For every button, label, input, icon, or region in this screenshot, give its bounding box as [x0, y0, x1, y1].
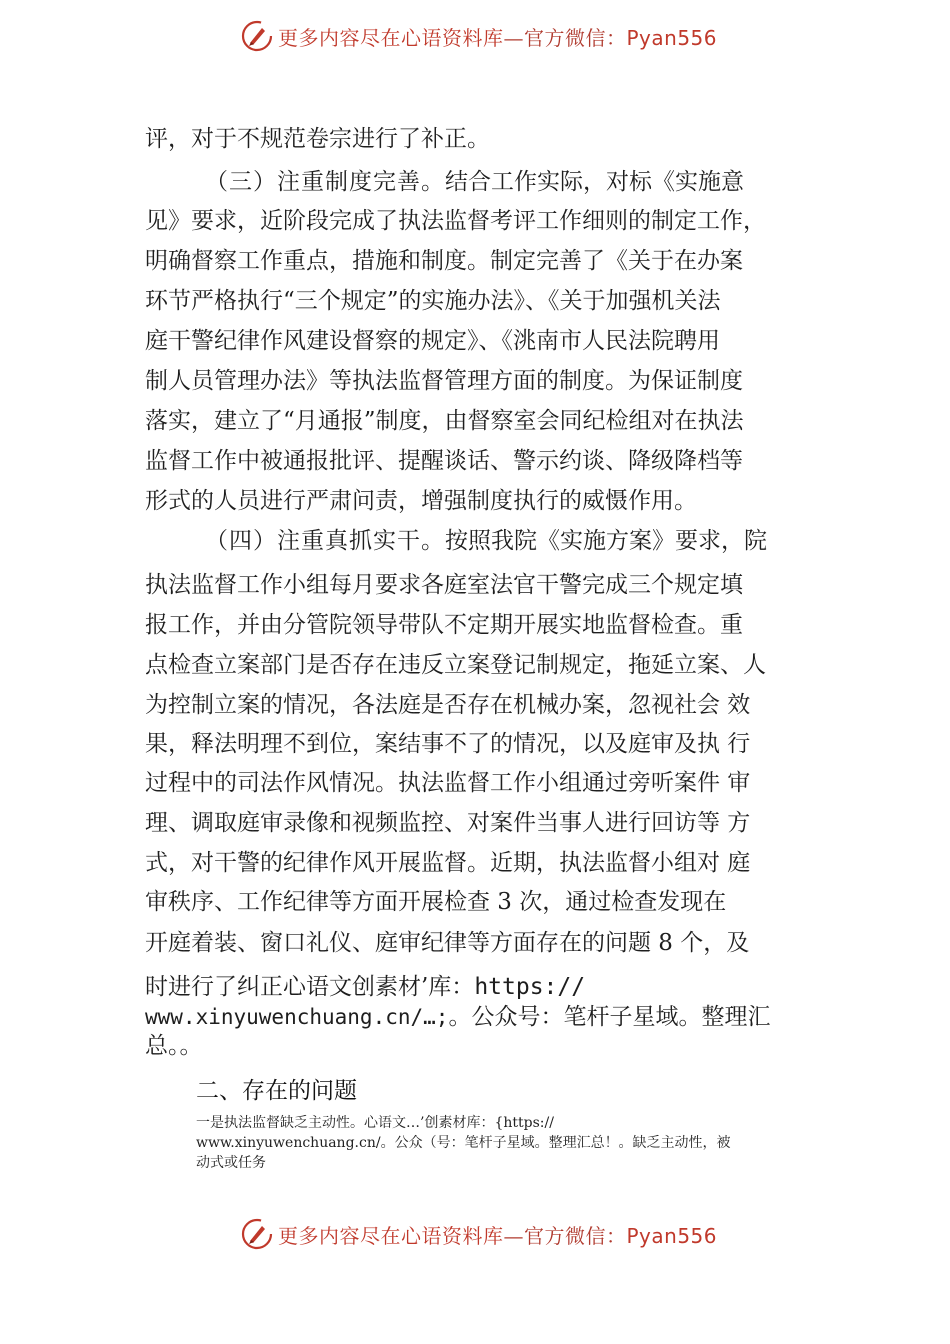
pen-logo-icon [240, 19, 274, 53]
paragraph-line: 制人员管理办法》等执法监督管理方面的制度。为保证制度 [145, 368, 743, 394]
paragraph-line: 式，对干警的纪律作风开展监督。近期，执法监督小组对 庭 [145, 850, 751, 876]
paragraph-line: 明确督察工作重点，措施和制度。制定完善了《关于在办案 [145, 248, 743, 274]
paragraph-line: 开庭着装、窗口礼仪、庭审纪律等方面存在的问题 8 个，及 [145, 930, 750, 956]
banner-text: 更多内容尽在心语资料库—官方微信：Pyan556 [278, 1223, 718, 1248]
paragraph-line: 庭干警纪律作风建设督察的规定》、《洮南市人民法院聘用 [145, 328, 720, 354]
paragraph-line: 理、调取庭审录像和视频监控、对案件当事人进行回访等 方 [145, 810, 751, 836]
paragraph-line: www.xinyuwenchuang.cn/…;。公众号：笔杆子星域。整理汇 [145, 1004, 771, 1030]
footer-banner [0, 1212, 950, 1256]
paragraph-line: 见》要求，近阶段完成了执法监督考评工作细则的制定工作， [145, 208, 766, 234]
paragraph-line: 形式的人员进行严肃问责，增强制度执行的威慑作用。 [145, 488, 697, 514]
header-banner [0, 14, 950, 58]
section-heading: 二、存在的问题 [196, 1078, 357, 1104]
paragraph-line: 果，释法明理不到位，案结事不了的情况，以及庭审及执 行 [145, 731, 751, 757]
pen-logo-icon [240, 1217, 274, 1251]
paragraph-line: 时进行了纠正心语文创素材’库：https:// [145, 974, 586, 1000]
paragraph-line: 监督工作中被通报批评、提醒谈话、警示约谈、降级降档等 [145, 448, 743, 474]
paragraph-line: 评，对于不规范卷宗进行了补正。 [145, 126, 490, 152]
paragraph-line: 为控制立案的情况，各法庭是否存在机械办案，忽视社会 效 [145, 692, 751, 718]
paragraph-line: 点检查立案部门是否存在违反立案登记制规定，拖延立案、人 [145, 652, 766, 678]
paragraph-line: （三）注重制度完善。结合工作实际，对标《实施意 [205, 169, 744, 195]
small-text-line: 一是执法监督缺乏主动性。心语文…’创素材库：{https:// [196, 1115, 554, 1131]
small-text-line: www.xinyuwenchuang.cn/。公众（号：笔杆子星域。整理汇总！。缺乏主动性，被 [196, 1135, 731, 1151]
paragraph-line: 环节严格执行“三个规定”的实施办法》、《关于加强机关法 [145, 288, 721, 314]
paragraph-line: 报工作，并由分管院领导带队不定期开展实地监督检查。重 [145, 612, 743, 638]
paragraph-line: 执法监督工作小组每月要求各庭室法官干警完成三个规定填 [145, 572, 743, 598]
paragraph-line: 总。。 [145, 1033, 203, 1059]
paragraph-line: 落实，建立了“月通报”制度，由督察室会同纪检组对在执法 [145, 408, 744, 434]
small-text-line: 动式或任务 [196, 1155, 266, 1171]
paragraph-line: 过程中的司法作风情况。执法监督工作小组通过旁听案件 审 [145, 770, 751, 796]
paragraph-line: （四）注重真抓实干。按照我院《实施方案》要求，院 [205, 528, 767, 554]
paragraph-line: 审秩序、工作纪律等方面开展检查 3 次，通过检查发现在 [145, 889, 727, 915]
banner-text: 更多内容尽在心语资料库—官方微信：Pyan556 [278, 25, 718, 50]
